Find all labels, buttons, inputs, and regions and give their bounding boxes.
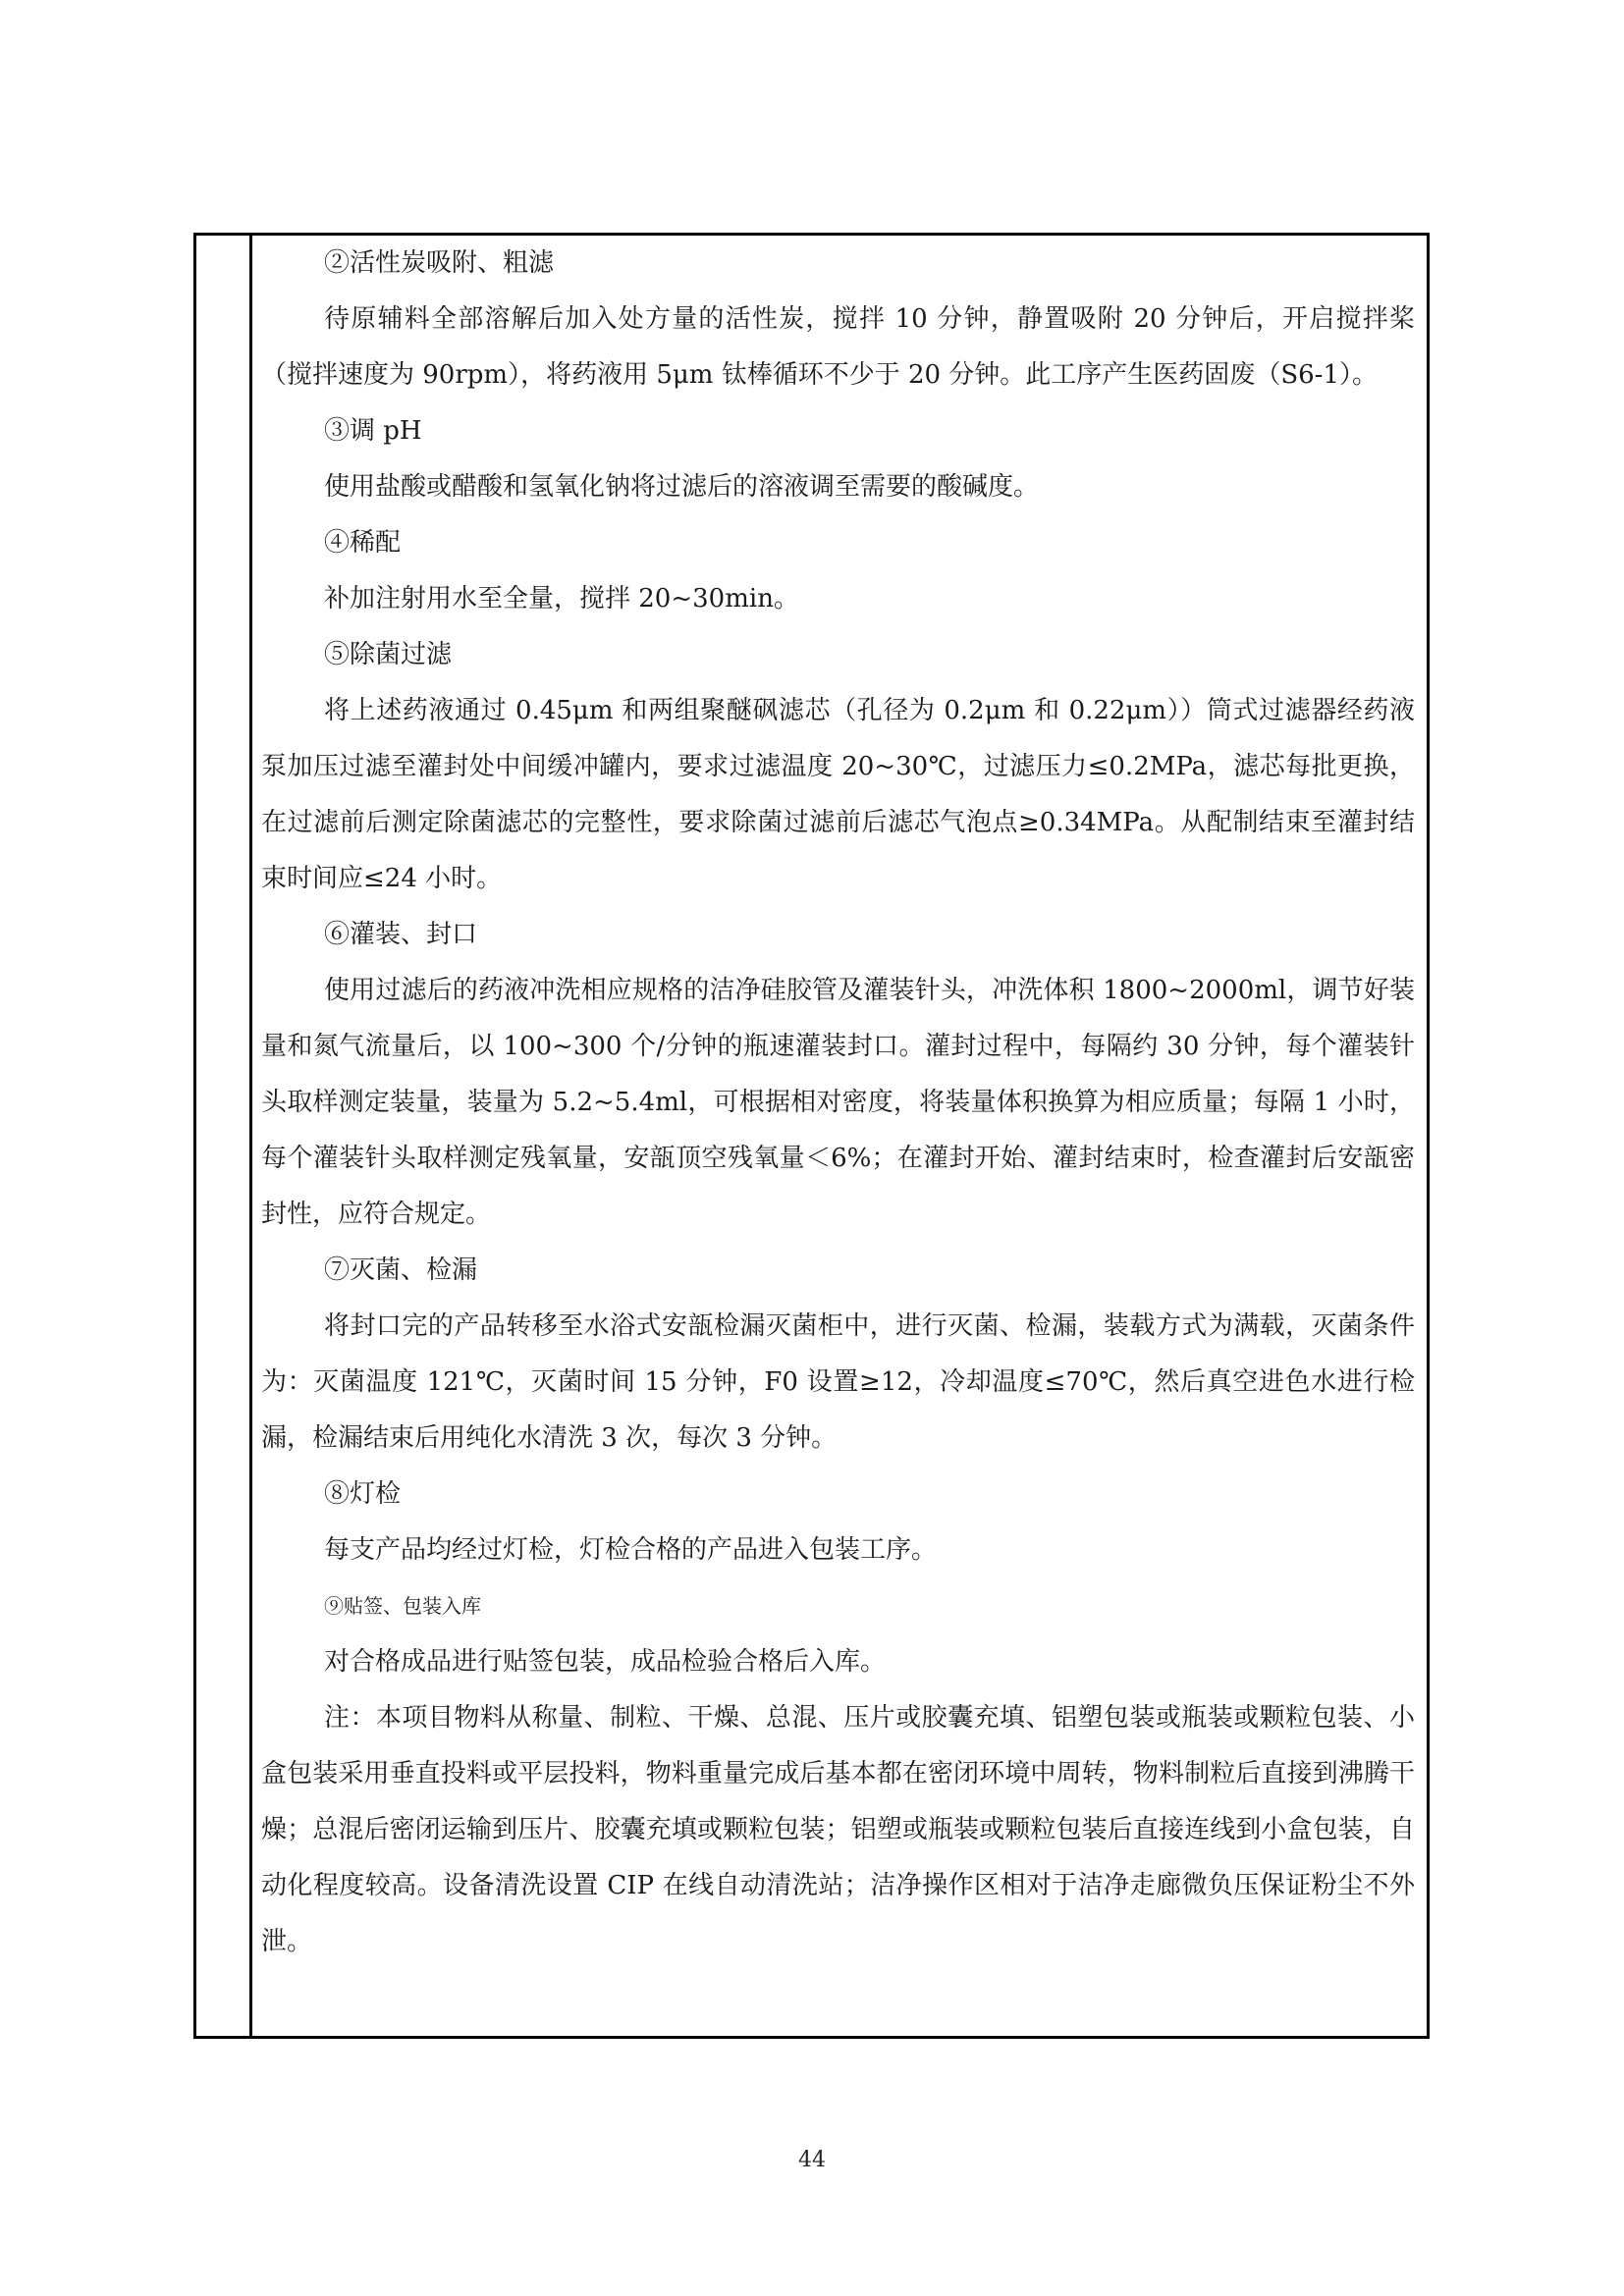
section-body-sterile-filtration: 将上述药液通过 0.45μm 和两组聚醚砜滤芯（孔径为 0.2μm 和 0.22μm））筒式过滤器经药液泵加压过滤至灌封处中间缓冲罐内，要求过滤温度 20~30℃，过滤压力≤0.2MPa，滤芯每批更换，在过滤前后测定除菌滤芯的完整性，要求除菌过滤前后滤芯气泡点≥0.34MPa。从配制结束至灌封结束时间应≤24 小时。 — [261, 696, 1415, 893]
section-heading-sterilization-leak-test: ⑦灭菌、检漏 — [324, 1255, 478, 1285]
section-heading-light-inspection: ⑧灯检 — [324, 1479, 402, 1509]
section-heading-sterile-filtration: ⑤除菌过滤 — [324, 640, 453, 669]
table-content-cell — [261, 236, 1415, 1970]
section-body-activated-carbon: 待原辅料全部溶解后加入处方量的活性炭，搅拌 10 分钟，静置吸附 20 分钟后，开启搅拌桨（搅拌速度为 90rpm），将药液用 5μm 钛棒循环不少于 20 分钟。此工序产生医药固废（S6-1）。 — [261, 304, 1415, 390]
content-table — [193, 233, 1430, 2039]
section-heading-dilution: ④稀配 — [324, 528, 402, 558]
section-heading-activated-carbon: ②活性炭吸附、粗滤 — [324, 248, 555, 278]
note-paragraph: 注：本项目物料从称量、制粒、干燥、总混、压片或胶囊充填、铝塑包装或瓶装或颗粒包装、小盒包装采用垂直投料或平层投料，物料重量完成后基本都在密闭环境中周转，物料制粒后直接到沸腾干燥；总混后密闭运输到压片、胶囊充填或颗粒包装；铝塑或瓶装或颗粒包装后直接连线到小盒包装，自动化程度较高。设备清洗设置 CIP 在线自动清洗站；洁净操作区相对于洁净走廊微负压保证粉尘不外泄。 — [261, 1703, 1415, 1956]
section-heading-filling-sealing: ⑥灌装、封口 — [324, 920, 478, 949]
table-left-column — [196, 236, 252, 2036]
section-body-ph: 使用盐酸或醋酸和氢氧化钠将过滤后的溶液调至需要的酸碱度。 — [324, 472, 1040, 502]
section-heading-labeling-packaging: ⑨贴签、包装入库 — [324, 1594, 481, 1618]
page-number: 44 — [798, 2148, 826, 2172]
section-heading-ph: ③调 pH — [324, 416, 422, 446]
section-body-labeling-packaging: 对合格成品进行贴签包装，成品检验合格后入库。 — [324, 1647, 887, 1677]
section-body-sterilization-leak-test: 将封口完的产品转移至水浴式安瓿检漏灭菌柜中，进行灭菌、检漏，装载方式为满载，灭菌条件为：灭菌温度 121℃，灭菌时间 15 分钟，F0 设置≥12，冷却温度≤70℃，然后真空进色水进行检漏，检漏结束后用纯化水清洗 3 次，每次 3 分钟。 — [261, 1311, 1415, 1453]
section-body-filling-sealing: 使用过滤后的药液冲洗相应规格的洁净硅胶管及灌装针头，冲洗体积 1800~2000ml，调节好装量和氮气流量后，以 100~300 个/分钟的瓶速灌装封口。灌封过程中，每隔约 30 分钟，每个灌装针头取样测定装量，装量为 5.2~5.4ml，可根据相对密度，将装量体积换算为相应质量；每隔 1 小时，每个灌装针头取样测定残氧量，安瓿顶空残氧量＜6%；在灌封开始、灌封结束时，检查灌封后安瓿密封性，应符合规定。 — [261, 976, 1415, 1229]
section-body-light-inspection: 每支产品均经过灯检，灯检合格的产品进入包装工序。 — [324, 1535, 938, 1565]
section-body-dilution: 补加注射用水至全量，搅拌 20~30min。 — [324, 584, 799, 614]
